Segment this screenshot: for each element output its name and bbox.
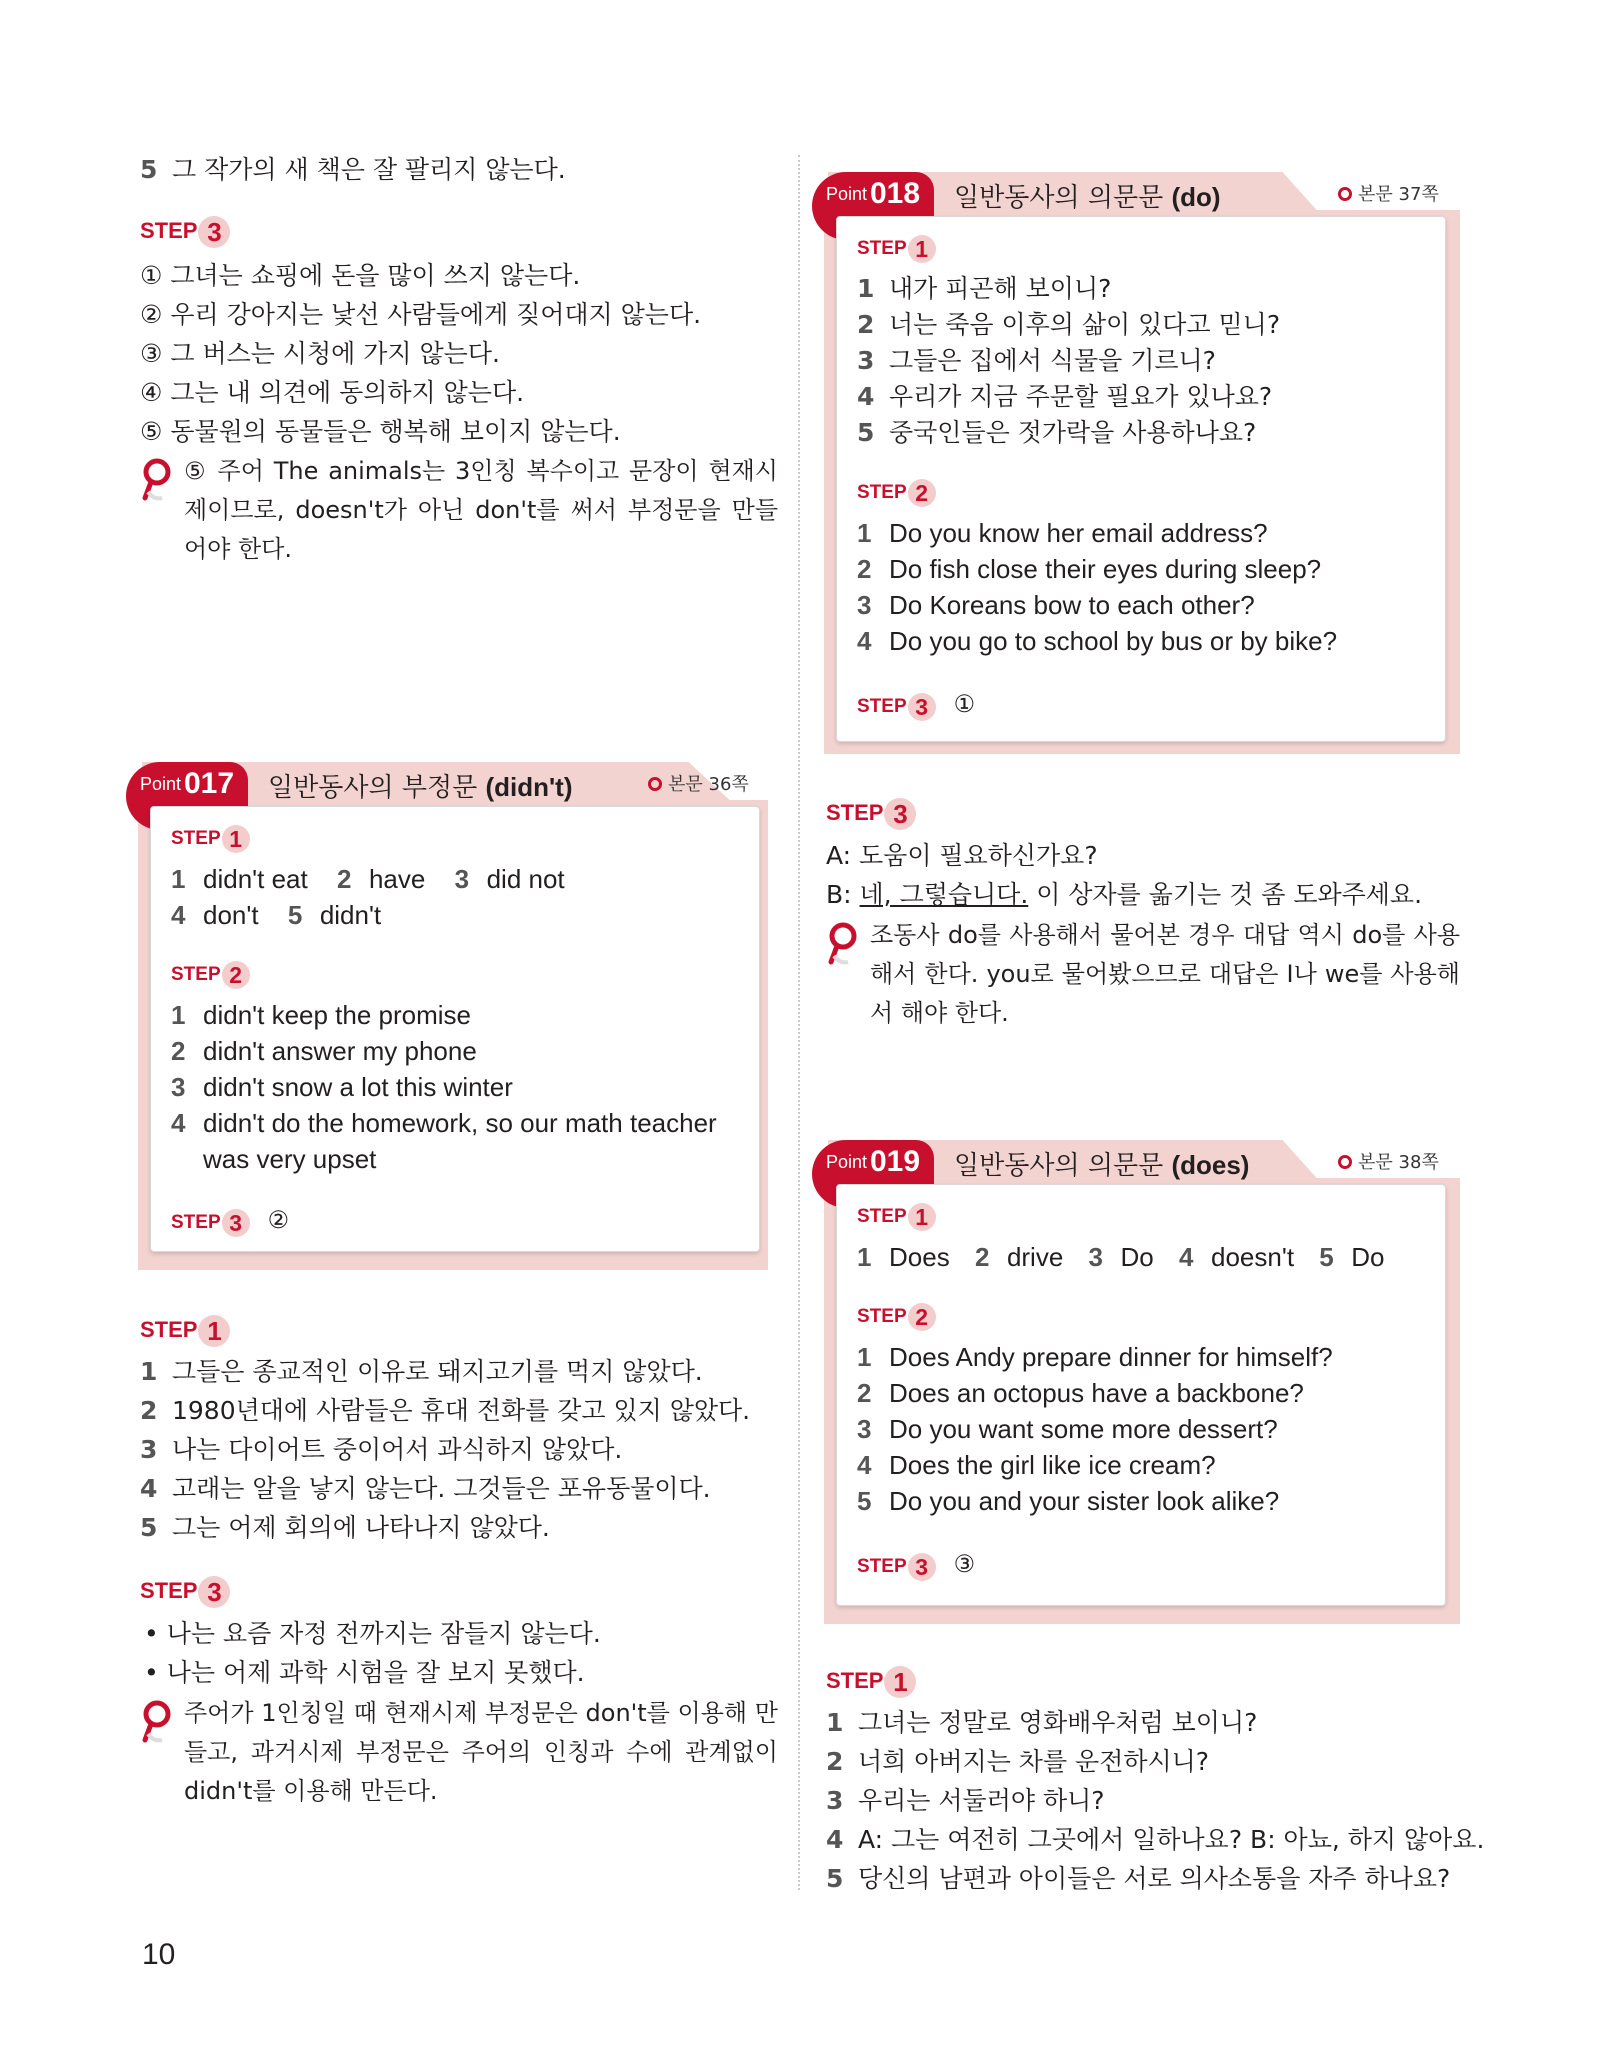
item-text: 당신의 남편과 아이들은 서로 의사소통을 자주 하나요? — [858, 1864, 1451, 1893]
dialogue-rest: 이 상자를 옮기는 것 좀 도와주세요. — [1028, 880, 1423, 909]
item-number: 3 — [857, 1414, 872, 1444]
speaker-label: B: — [826, 880, 860, 909]
answer-card — [836, 1184, 1446, 1606]
item-text: Do — [1120, 1242, 1154, 1272]
item-number: 4 — [171, 900, 186, 930]
step-number: 2 — [222, 961, 250, 989]
hint-text: 조동사 do를 사용해서 물어본 경우 대답 역시 do를 사용해서 한다. you로 물어봤으므로 대답은 I나 we를 사용해서 해야 한다. — [870, 921, 1460, 1027]
list-item — [857, 587, 1255, 623]
item-number: 3 — [454, 864, 470, 894]
list-item: ⑤ 동물원의 동물들은 행복해 보이지 않는다. — [140, 417, 621, 446]
item-number: 3 — [140, 1435, 158, 1464]
list-item: ① 그녀는 쇼핑에 돈을 많이 쓰지 않는다. — [140, 261, 581, 290]
item-text: Does the girl like ice cream? — [889, 1450, 1216, 1480]
list-item — [140, 1393, 750, 1429]
item-text: 너는 죽음 이후의 삶이 있다고 믿니? — [889, 310, 1281, 339]
list-item — [826, 1705, 1257, 1741]
item-text: Do you want some more dessert? — [889, 1414, 1278, 1444]
list-item — [140, 1510, 550, 1546]
step-number: 3 — [884, 798, 916, 830]
step-label: STEP — [140, 218, 198, 243]
list-item — [857, 1411, 1278, 1447]
reference-text: 본문 37쪽 — [1358, 184, 1439, 205]
column-divider — [798, 155, 800, 1890]
item-number: 1 — [857, 518, 872, 548]
step-label: STEP — [171, 828, 221, 849]
item-number: 5 — [826, 1864, 844, 1893]
step-label: STEP — [857, 696, 907, 717]
item-text: Does an octopus have a backbone? — [889, 1378, 1304, 1408]
item-number: 5 — [1319, 1242, 1334, 1272]
item-number: 3 — [857, 590, 872, 620]
step-label: STEP — [857, 1556, 907, 1577]
answer-card — [150, 806, 760, 1252]
item-text: did not — [486, 864, 565, 894]
circle-bullet-icon — [648, 777, 662, 791]
magnifier-hint-icon — [826, 922, 860, 968]
item-number: 2 — [171, 1036, 186, 1066]
item-text: 나는 다이어트 중이어서 과식하지 않았다. — [172, 1435, 623, 1464]
list-item — [857, 623, 1337, 659]
item-number: 2 — [857, 1378, 872, 1408]
step-heading — [140, 213, 230, 249]
list-item: ② 우리 강아지는 낯선 사람들에게 짖어대지 않는다. — [140, 300, 702, 329]
item-number: 2 — [974, 1242, 990, 1272]
item-number: 1 — [857, 274, 875, 303]
step-number: 3 — [222, 1209, 250, 1237]
item-text: Do you go to school by bus or by bike? — [889, 626, 1338, 656]
list-item — [857, 1339, 1333, 1375]
item-text: didn't do the homework, so our math teacher — [203, 1108, 717, 1138]
step-label: STEP — [857, 238, 907, 259]
page-number: 10 — [142, 1938, 176, 1971]
item-text: didn't snow a lot this winter — [203, 1072, 513, 1102]
point-019-box — [812, 1140, 1460, 1630]
item-text: 그들은 집에서 식물을 기르니? — [889, 346, 1216, 375]
step-label: STEP — [826, 800, 884, 825]
item-text: Do — [1351, 1242, 1385, 1272]
step-label: STEP — [857, 482, 907, 503]
item-number: 1 — [140, 1357, 158, 1386]
page-reference — [1338, 1148, 1439, 1174]
point-number: 017 — [184, 767, 235, 800]
item-text: 1980년대에 사람들은 휴대 전화를 갖고 있지 않았다. — [172, 1396, 751, 1425]
point-number: 019 — [870, 1145, 921, 1178]
item-text: 너희 아버지는 차를 운전하시니? — [858, 1747, 1210, 1776]
magnifier-hint-icon — [140, 458, 174, 504]
item-number: 2 — [857, 554, 872, 584]
list-item — [140, 152, 566, 188]
item-number: 5 — [857, 1486, 872, 1516]
step-heading — [171, 821, 250, 857]
item-text: doesn't — [1211, 1242, 1295, 1272]
step-heading — [857, 231, 936, 267]
item-text: 우리가 지금 주문할 필요가 있나요? — [889, 382, 1273, 411]
item-number: 3 — [171, 1072, 186, 1102]
item-text: have — [368, 864, 426, 894]
item-text: Do you and your sister look alike? — [889, 1486, 1280, 1516]
point-word: Point — [826, 184, 868, 204]
item-number: 2 — [336, 864, 352, 894]
item-text: 중국인들은 젓가락을 사용하나요? — [889, 418, 1257, 447]
answer-card — [836, 216, 1446, 742]
list-item — [826, 1861, 1450, 1897]
step-label: STEP — [171, 964, 221, 985]
step-number: 1 — [198, 1315, 230, 1347]
title-english: (does) — [1171, 1150, 1250, 1180]
item-text: didn't keep the promise — [203, 1000, 472, 1030]
step-heading — [171, 1203, 289, 1241]
list-item — [826, 1822, 1484, 1858]
dialogue-line-a: A: 도움이 필요하신가요? — [826, 841, 1098, 870]
item-number: 4 — [857, 626, 872, 656]
title-english: (do) — [1171, 182, 1221, 212]
step-number: 1 — [884, 1666, 916, 1698]
title-korean: 일반동사의 의문문 — [954, 1151, 1172, 1181]
step-number: 2 — [908, 1303, 936, 1331]
hint-text: 주어가 1인칭일 때 현재시제 부정문은 don't를 이용해 만들고, 과거시제 부정문은 주어의 인칭과 수에 관계없이 didn't를 이용해 만든다. — [184, 1699, 778, 1805]
item-number: 3 — [857, 346, 875, 375]
title-english: (didn't) — [485, 772, 573, 802]
step-heading — [857, 1299, 936, 1335]
list-item — [857, 379, 1272, 415]
list-item — [857, 271, 1111, 307]
item-text: 그 작가의 새 책은 잘 팔리지 않는다. — [172, 155, 566, 184]
point-title — [954, 177, 1221, 214]
point-title — [268, 767, 573, 804]
item-text: 그녀는 정말로 영화배우처럼 보이니? — [858, 1708, 1258, 1737]
step-heading — [857, 475, 936, 511]
item-number: 3 — [1088, 1242, 1103, 1272]
page-reference — [648, 770, 749, 796]
point-word: Point — [826, 1152, 868, 1172]
step-answer: ③ — [953, 1551, 976, 1578]
step-label: STEP — [171, 1212, 221, 1233]
item-number: 2 — [826, 1747, 844, 1776]
item-text: didn't — [319, 900, 382, 930]
answer-row — [857, 1239, 1385, 1275]
hint-text: ⑤ 주어 The animals는 3인칭 복수이고 문장이 현재시제이므로, doesn't가 아닌 don't를 써서 부정문을 만들어야 한다. — [184, 457, 778, 563]
list-item — [171, 1069, 513, 1105]
item-text: 그들은 종교적인 이유로 돼지고기를 먹지 않았다. — [172, 1357, 703, 1386]
step-label: STEP — [857, 1306, 907, 1327]
list-item — [857, 415, 1256, 451]
step-heading — [857, 1547, 975, 1585]
item-number: 4 — [1179, 1242, 1194, 1272]
list-item — [171, 1105, 717, 1141]
step-label: STEP — [826, 1668, 884, 1693]
item-number: 3 — [826, 1786, 844, 1815]
step-answer: ② — [267, 1207, 290, 1234]
point-018-box — [812, 172, 1460, 760]
item-text: don't — [203, 900, 259, 930]
item-text: Do Koreans bow to each other? — [889, 590, 1255, 620]
point-word: Point — [140, 774, 182, 794]
step-heading — [140, 1312, 230, 1348]
step-heading — [826, 795, 916, 831]
list-item — [857, 551, 1321, 587]
title-korean: 일반동사의 의문문 — [954, 183, 1172, 213]
item-text: 그는 어제 회의에 나타나지 않았다. — [172, 1513, 550, 1542]
step-number: 1 — [222, 825, 250, 853]
item-number: 4 — [857, 382, 875, 411]
item-number: 4 — [171, 1108, 186, 1138]
item-text: didn't eat — [203, 864, 308, 894]
item-number: 4 — [857, 1450, 872, 1480]
item-text: drive — [1006, 1242, 1064, 1272]
step-label: STEP — [857, 1206, 907, 1227]
answer-row — [171, 861, 565, 897]
item-text: 우리는 서둘러야 하니? — [858, 1786, 1105, 1815]
circle-bullet-icon — [1338, 187, 1352, 201]
item-number: 5 — [857, 418, 875, 447]
reference-text: 본문 38쪽 — [1358, 1152, 1439, 1173]
step-number: 1 — [908, 1203, 936, 1231]
item-text: 고래는 알을 낳지 않는다. 그것들은 포유동물이다. — [172, 1474, 711, 1503]
dialogue-line-b — [826, 877, 1422, 913]
step-label: STEP — [140, 1578, 198, 1603]
list-item-continuation: was very upset — [203, 1144, 377, 1174]
list-item: • 나는 요즘 자정 전까지는 잠들지 않는다. — [144, 1619, 601, 1648]
list-item — [857, 515, 1268, 551]
item-text: 내가 피곤해 보이니? — [889, 274, 1112, 303]
list-item — [826, 1783, 1105, 1819]
item-text: Does — [889, 1242, 950, 1272]
list-item — [857, 343, 1216, 379]
item-number: 1 — [826, 1708, 844, 1737]
point-title — [954, 1145, 1249, 1182]
list-item: ④ 그는 내 의견에 동의하지 않는다. — [140, 378, 525, 407]
answer-row — [171, 897, 381, 933]
list-item — [171, 1033, 477, 1069]
item-number: 5 — [140, 1513, 158, 1542]
list-item — [857, 1483, 1279, 1519]
point-number: 018 — [870, 177, 921, 210]
item-text: Do you know her email address? — [889, 518, 1268, 548]
item-text: A: 그는 여전히 그곳에서 일하나요? B: 아뇨, 하지 않아요. — [858, 1825, 1485, 1854]
point-017-box — [126, 762, 778, 1276]
step-heading — [857, 687, 975, 725]
step-heading — [171, 957, 250, 993]
answer-underlined: 네, 그렇습니다. — [859, 880, 1029, 909]
page-reference — [1338, 180, 1439, 206]
list-item — [140, 1471, 711, 1507]
item-number: 1 — [171, 864, 186, 894]
list-item: • 나는 어제 과학 시험을 잘 보지 못했다. — [144, 1658, 585, 1687]
item-number: 2 — [140, 1396, 158, 1425]
list-item — [857, 1447, 1216, 1483]
item-number: 1 — [857, 1242, 872, 1272]
item-number: 1 — [171, 1000, 186, 1030]
list-item — [857, 1375, 1304, 1411]
title-korean: 일반동사의 부정문 — [268, 773, 486, 803]
item-number: 2 — [857, 310, 875, 339]
step-heading — [826, 1663, 916, 1699]
item-number: 5 — [140, 155, 158, 184]
step-number: 2 — [908, 479, 936, 507]
item-number: 1 — [857, 1342, 872, 1372]
list-item — [826, 1744, 1209, 1780]
step-number: 3 — [908, 1553, 936, 1581]
list-item — [857, 307, 1280, 343]
step-number: 1 — [908, 235, 936, 263]
step-number: 3 — [908, 693, 936, 721]
magnifier-hint-icon — [140, 1700, 174, 1746]
step-number: 3 — [198, 1576, 230, 1608]
step-heading — [140, 1573, 230, 1609]
item-text: Do fish close their eyes during sleep? — [889, 554, 1322, 584]
step-label: STEP — [140, 1317, 198, 1342]
item-number: 4 — [826, 1825, 844, 1854]
reference-text: 본문 36쪽 — [668, 774, 749, 795]
item-text: Does Andy prepare dinner for himself? — [889, 1342, 1333, 1372]
circle-bullet-icon — [1338, 1155, 1352, 1169]
item-text: didn't answer my phone — [203, 1036, 477, 1066]
list-item: ③ 그 버스는 시청에 가지 않는다. — [140, 339, 500, 368]
step-number: 3 — [198, 216, 230, 248]
step-answer: ① — [953, 691, 976, 718]
item-number: 4 — [140, 1474, 158, 1503]
list-item — [140, 1354, 703, 1390]
step-heading — [857, 1199, 936, 1235]
list-item — [140, 1432, 622, 1468]
item-number: 5 — [287, 900, 303, 930]
list-item — [171, 997, 471, 1033]
